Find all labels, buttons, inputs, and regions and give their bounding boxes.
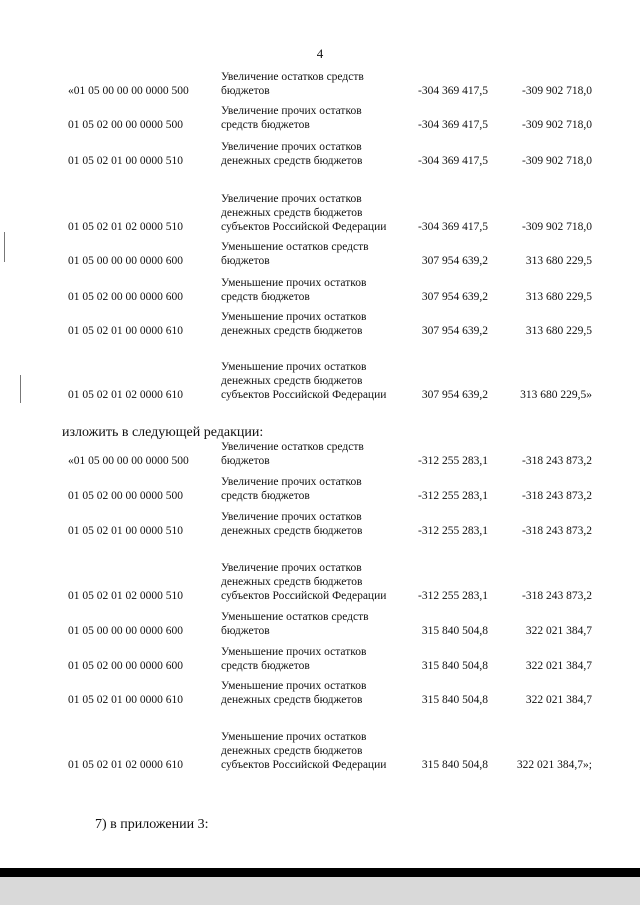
value-year-2: 322 021 384,7: [525, 625, 592, 637]
row-description: Уменьшение прочих остатков денежных средств бюджетов субъектов Российской Федерации: [221, 731, 387, 771]
value-year-2: 322 021 384,7»;: [516, 759, 592, 771]
budget-code: 01 05 00 00 00 0000 600: [68, 625, 183, 637]
row-description: Увеличение прочих остатков денежных средств бюджетов: [221, 511, 363, 537]
row-description: Увеличение остатков средств бюджетов: [221, 441, 364, 467]
value-year-2: -318 243 873,2: [522, 525, 592, 537]
scan-mark: [20, 375, 21, 403]
budget-code: 01 05 02 01 02 0000 610: [68, 389, 183, 401]
budget-code: 01 05 02 01 02 0000 610: [68, 759, 183, 771]
budget-code: «01 05 00 00 00 0000 500: [68, 85, 189, 97]
budget-code: 01 05 02 01 02 0000 510: [68, 590, 183, 602]
budget-code: 01 05 02 00 00 0000 500: [68, 490, 183, 502]
closing-text: 7) в приложении 3:: [95, 817, 209, 832]
value-year-1: 315 840 504,8: [421, 694, 488, 706]
row-description: Увеличение прочих остатков средств бюджетов: [221, 105, 362, 131]
value-year-1: 307 954 639,2: [421, 255, 488, 267]
value-year-2: -309 902 718,0: [522, 221, 592, 233]
intro-text: изложить в следующей редакции:: [62, 425, 264, 440]
value-year-1: -312 255 283,1: [418, 490, 488, 502]
budget-code: 01 05 02 01 02 0000 510: [68, 221, 183, 233]
budget-code: 01 05 02 00 00 0000 600: [68, 660, 183, 672]
value-year-1: 307 954 639,2: [421, 389, 488, 401]
value-year-1: 307 954 639,2: [421, 325, 488, 337]
value-year-1: 307 954 639,2: [421, 291, 488, 303]
value-year-1: -312 255 283,1: [418, 590, 488, 602]
budget-code: 01 05 02 01 00 0000 610: [68, 694, 183, 706]
row-description: Увеличение прочих остатков денежных средств бюджетов субъектов Российской Федерации: [221, 562, 387, 602]
value-year-2: -309 902 718,0: [522, 119, 592, 131]
value-year-2: -318 243 873,2: [522, 590, 592, 602]
row-description: Уменьшение остатков средств бюджетов: [221, 611, 369, 637]
value-year-2: -309 902 718,0: [522, 155, 592, 167]
value-year-1: 315 840 504,8: [421, 625, 488, 637]
budget-code: 01 05 02 01 00 0000 510: [68, 155, 183, 167]
budget-code: «01 05 00 00 00 0000 500: [68, 455, 189, 467]
value-year-2: -318 243 873,2: [522, 455, 592, 467]
value-year-1: -304 369 417,5: [418, 221, 488, 233]
value-year-2: -309 902 718,0: [522, 85, 592, 97]
row-description: Уменьшение прочих остатков средств бюджетов: [221, 277, 367, 303]
row-description: Увеличение прочих остатков денежных средств бюджетов субъектов Российской Федерации: [221, 193, 387, 233]
value-year-1: 315 840 504,8: [421, 759, 488, 771]
value-year-2: 322 021 384,7: [525, 694, 592, 706]
budget-code: 01 05 02 00 00 0000 600: [68, 291, 183, 303]
value-year-2: 313 680 229,5: [525, 291, 592, 303]
row-description: Уменьшение прочих остатков денежных средств бюджетов: [221, 311, 367, 337]
budget-code: 01 05 00 00 00 0000 600: [68, 255, 183, 267]
value-year-2: -318 243 873,2: [522, 490, 592, 502]
scan-bottom-margin: [0, 877, 640, 905]
row-description: Уменьшение прочих остатков денежных средств бюджетов: [221, 680, 367, 706]
row-description: Уменьшение прочих остатков средств бюджетов: [221, 646, 367, 672]
scan-bottom-bar: [0, 868, 640, 877]
row-description: Увеличение остатков средств бюджетов: [221, 71, 364, 97]
value-year-2: 322 021 384,7: [525, 660, 592, 672]
value-year-1: -312 255 283,1: [418, 525, 488, 537]
value-year-1: -304 369 417,5: [418, 155, 488, 167]
page-number: 4: [316, 46, 324, 61]
row-description: Уменьшение остатков средств бюджетов: [221, 241, 369, 267]
scan-mark: [4, 232, 5, 262]
row-description: Увеличение прочих остатков денежных средств бюджетов: [221, 141, 363, 167]
row-description: Уменьшение прочих остатков денежных средств бюджетов субъектов Российской Федерации: [221, 361, 387, 401]
budget-code: 01 05 02 00 00 0000 500: [68, 119, 183, 131]
value-year-2: 313 680 229,5: [525, 325, 592, 337]
value-year-1: -304 369 417,5: [418, 85, 488, 97]
value-year-2: 313 680 229,5: [525, 255, 592, 267]
row-description: Увеличение прочих остатков средств бюджетов: [221, 476, 362, 502]
value-year-1: -304 369 417,5: [418, 119, 488, 131]
value-year-1: 315 840 504,8: [421, 660, 488, 672]
value-year-1: -312 255 283,1: [418, 455, 488, 467]
budget-code: 01 05 02 01 00 0000 610: [68, 325, 183, 337]
budget-code: 01 05 02 01 00 0000 510: [68, 525, 183, 537]
value-year-2: 313 680 229,5»: [520, 389, 592, 401]
